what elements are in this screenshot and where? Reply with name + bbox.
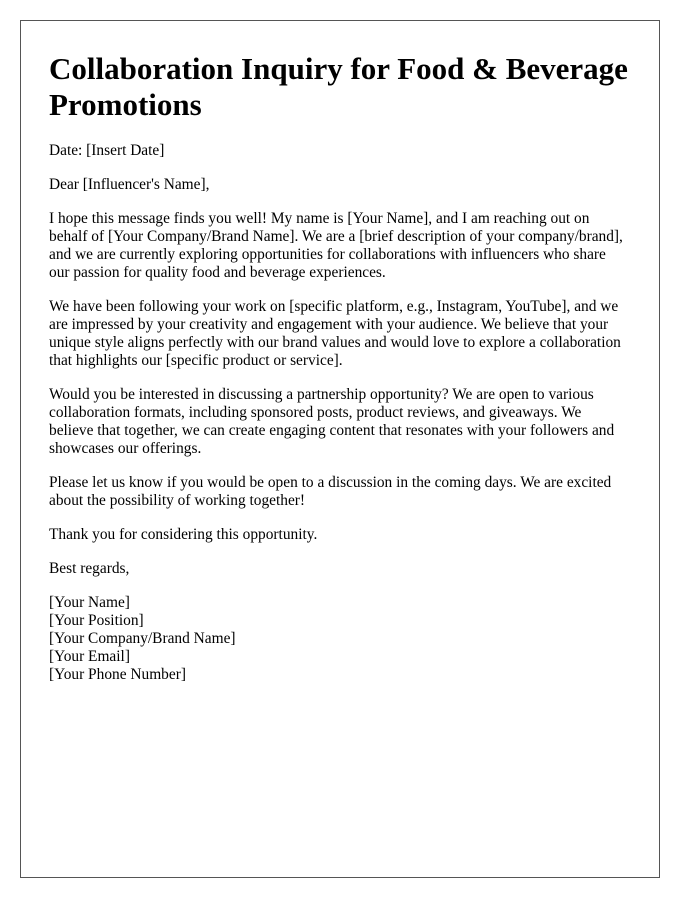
signature-block	[49, 594, 629, 684]
letter-salutation: Dear [Influencer's Name],	[49, 176, 210, 193]
letter-paragraph-intro: I hope this message finds you well! My name is [Your Name], and I am reaching out on behalf of [Your Company/Brand Name]. We are a [brief description of your company/brand], and we are currently exploring opportunities for collaborations with influencers who share our passion for quality food and beverage experiences.	[49, 210, 623, 281]
signature-company: [Your Company/Brand Name]	[49, 630, 236, 647]
letter-title: Collaboration Inquiry for Food & Beverage Promotions	[49, 51, 628, 122]
letter-date: Date: [Insert Date]	[49, 142, 165, 159]
letter-content	[49, 51, 629, 684]
letter-paragraph-following: We have been following your work on [specific platform, e.g., Instagram, YouTube], and we are impressed by your creativity and engagement with your audience. We believe that your unique style aligns perfectly with our brand values and would love to explore a collaboration that highlights our [specific product or service].	[49, 298, 621, 369]
letter-paragraph-thanks: Thank you for considering this opportunity.	[49, 526, 318, 543]
letter-page	[20, 20, 660, 878]
signature-position: [Your Position]	[49, 612, 144, 629]
letter-closing: Best regards,	[49, 560, 130, 577]
letter-paragraph-partnership: Would you be interested in discussing a partnership opportunity? We are open to various collaboration formats, including sponsored posts, product reviews, and giveaways. We believe that together, we can create engaging content that resonates with your followers and showcases our offerings.	[49, 386, 615, 457]
signature-email: [Your Email]	[49, 648, 130, 665]
signature-name: [Your Name]	[49, 594, 130, 611]
signature-phone: [Your Phone Number]	[49, 666, 186, 683]
letter-paragraph-followup: Please let us know if you would be open to a discussion in the coming days. We are excited about the possibility of working together!	[49, 474, 612, 509]
